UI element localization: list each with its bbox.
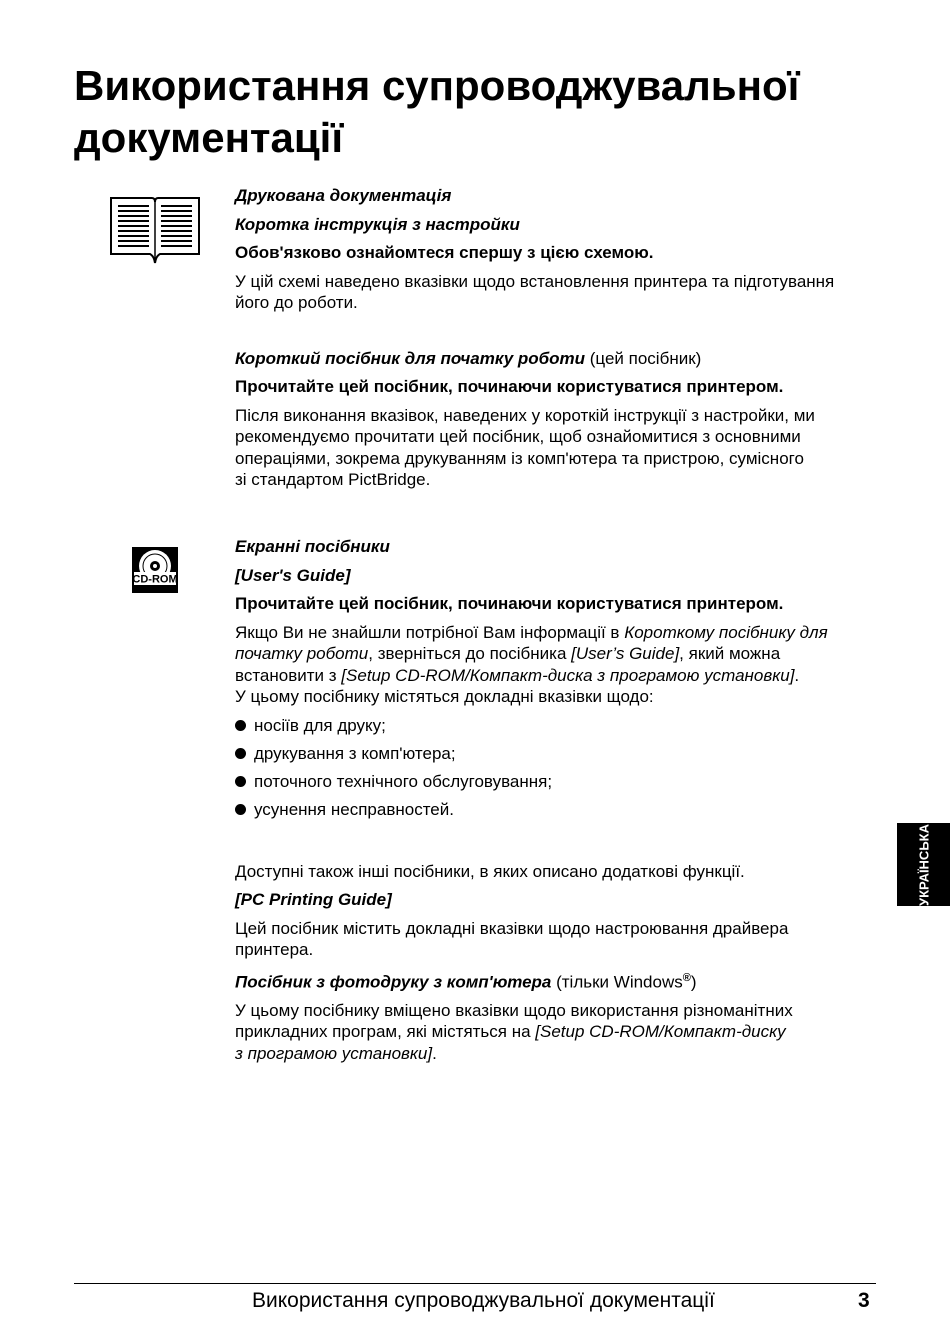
users-guide-text-part: , який можна — [679, 644, 781, 663]
basic-guide-text-line: зі стандартом PictBridge. — [235, 470, 431, 489]
page-title — [74, 60, 874, 164]
list-item — [235, 771, 552, 793]
pc-guide-title: [PC Printing Guide] — [235, 890, 392, 909]
page-title-line-1: Використання супроводжувальної — [74, 62, 800, 109]
users-guide-note: Прочитайте цей посібник, починаючи користуватися принтером. — [235, 594, 784, 613]
users-guide-title: [User's Guide] — [235, 565, 351, 585]
list-item-text: друкування з комп'ютера; — [254, 743, 456, 763]
footer-divider — [74, 1283, 876, 1284]
registered-mark: ® — [682, 971, 691, 984]
photo-guide-text-part: прикладних програм, які містяться на — [235, 1022, 536, 1042]
users-guide-text — [235, 622, 875, 708]
list-item — [235, 799, 454, 821]
users-guide-text-part: У цьому посібнику містяться докладні вказівки щодо: — [235, 687, 654, 706]
basic-guide-heading — [235, 348, 875, 370]
topics-list — [235, 715, 875, 827]
quick-setup-title: Коротка інструкція з настройки — [235, 214, 520, 234]
page-number: 3 — [858, 1289, 870, 1312]
cd-rom-icon — [132, 547, 178, 593]
language-side-tab-label: УКРАЇНСЬКА — [916, 823, 931, 906]
basic-guide-text-line: рекомендуємо прочитати цей посібник, щоб ознайомитися з основними — [235, 427, 801, 446]
quick-setup-text-line: його до роботи. — [235, 293, 358, 312]
basic-guide-text — [235, 405, 875, 491]
footer-title: Використання супроводжувальної документації — [252, 1289, 715, 1312]
onscreen-manuals-section — [235, 536, 875, 1064]
quick-setup-note: Обов'язково ознайомтеся спершу з цією схемою. — [235, 243, 654, 262]
other-guides-text: Доступні також інші посібники, в яких описано додаткові функції. — [235, 861, 745, 881]
printed-docs-section — [235, 185, 875, 491]
cd-rom-label: CD-ROM — [132, 573, 178, 586]
basic-guide-text-line: операціями, зокрема друкуванням із комп'ютера та пристрою, сумісного — [235, 448, 804, 468]
list-item — [235, 743, 456, 765]
list-item-text: усунення несправностей. — [254, 799, 454, 819]
quick-setup-text — [235, 271, 875, 314]
pc-guide-text — [235, 918, 875, 961]
onscreen-heading: Екранні посібники — [235, 537, 390, 556]
photo-guide-text-part: з програмою установки] — [235, 1043, 433, 1063]
list-item — [235, 715, 386, 737]
pc-guide-text-line: принтера. — [235, 940, 314, 959]
users-guide-text-part: . — [794, 665, 800, 685]
basic-guide-suffix: (цей посібник) — [585, 348, 702, 368]
basic-guide-title: Короткий посібник для початку роботи — [235, 348, 586, 368]
users-guide-text-part: , зверніться до посібника — [368, 644, 572, 663]
users-guide-text-part: [User’s Guide] — [571, 644, 680, 663]
photo-guide-heading — [235, 968, 875, 993]
basic-guide-text-line: Після виконання вказівок, наведених у короткій інструкції з настройки, ми — [235, 405, 815, 425]
printed-docs-heading: Друкована документація — [235, 186, 452, 205]
pc-guide-text-line: Цей посібник містить докладні вказівки щодо настроювання драйвера — [235, 918, 789, 938]
page-title-line-2: документації — [74, 114, 344, 161]
users-guide-text-part: початку роботи — [235, 644, 369, 663]
list-item-text: поточного технічного обслуговування; — [254, 771, 553, 791]
photo-guide-suffix: (тільки Windows — [551, 972, 683, 992]
photo-guide-text — [235, 1000, 875, 1065]
language-side-tab — [897, 823, 950, 906]
users-guide-text-part: Короткому посібнику для — [624, 622, 828, 642]
photo-guide-suffix: ) — [690, 972, 697, 992]
users-guide-text-part: Якщо Ви не знайшли потрібної Вам інформації в — [235, 622, 625, 642]
photo-guide-title: Посібник з фотодруку з комп'ютера — [235, 972, 552, 992]
list-item-text: носіїв для друку; — [254, 715, 386, 735]
photo-guide-text-part: [Setup CD-ROM/Компакт-диску — [535, 1022, 786, 1042]
photo-guide-text-part: . — [432, 1043, 437, 1063]
users-guide-text-part: [Setup CD-ROM/Компакт-диска з програмою установки] — [341, 665, 795, 685]
quick-setup-text-line: У цій схемі наведено вказівки щодо встановлення принтера та підготування — [235, 271, 835, 291]
photo-guide-text-part: У цьому посібнику вміщено вказівки щодо використання різноманітних — [235, 1000, 793, 1020]
basic-guide-note: Прочитайте цей посібник, починаючи користуватися принтером. — [235, 377, 784, 396]
users-guide-text-part: встановити з — [235, 665, 342, 685]
book-icon — [108, 194, 202, 266]
